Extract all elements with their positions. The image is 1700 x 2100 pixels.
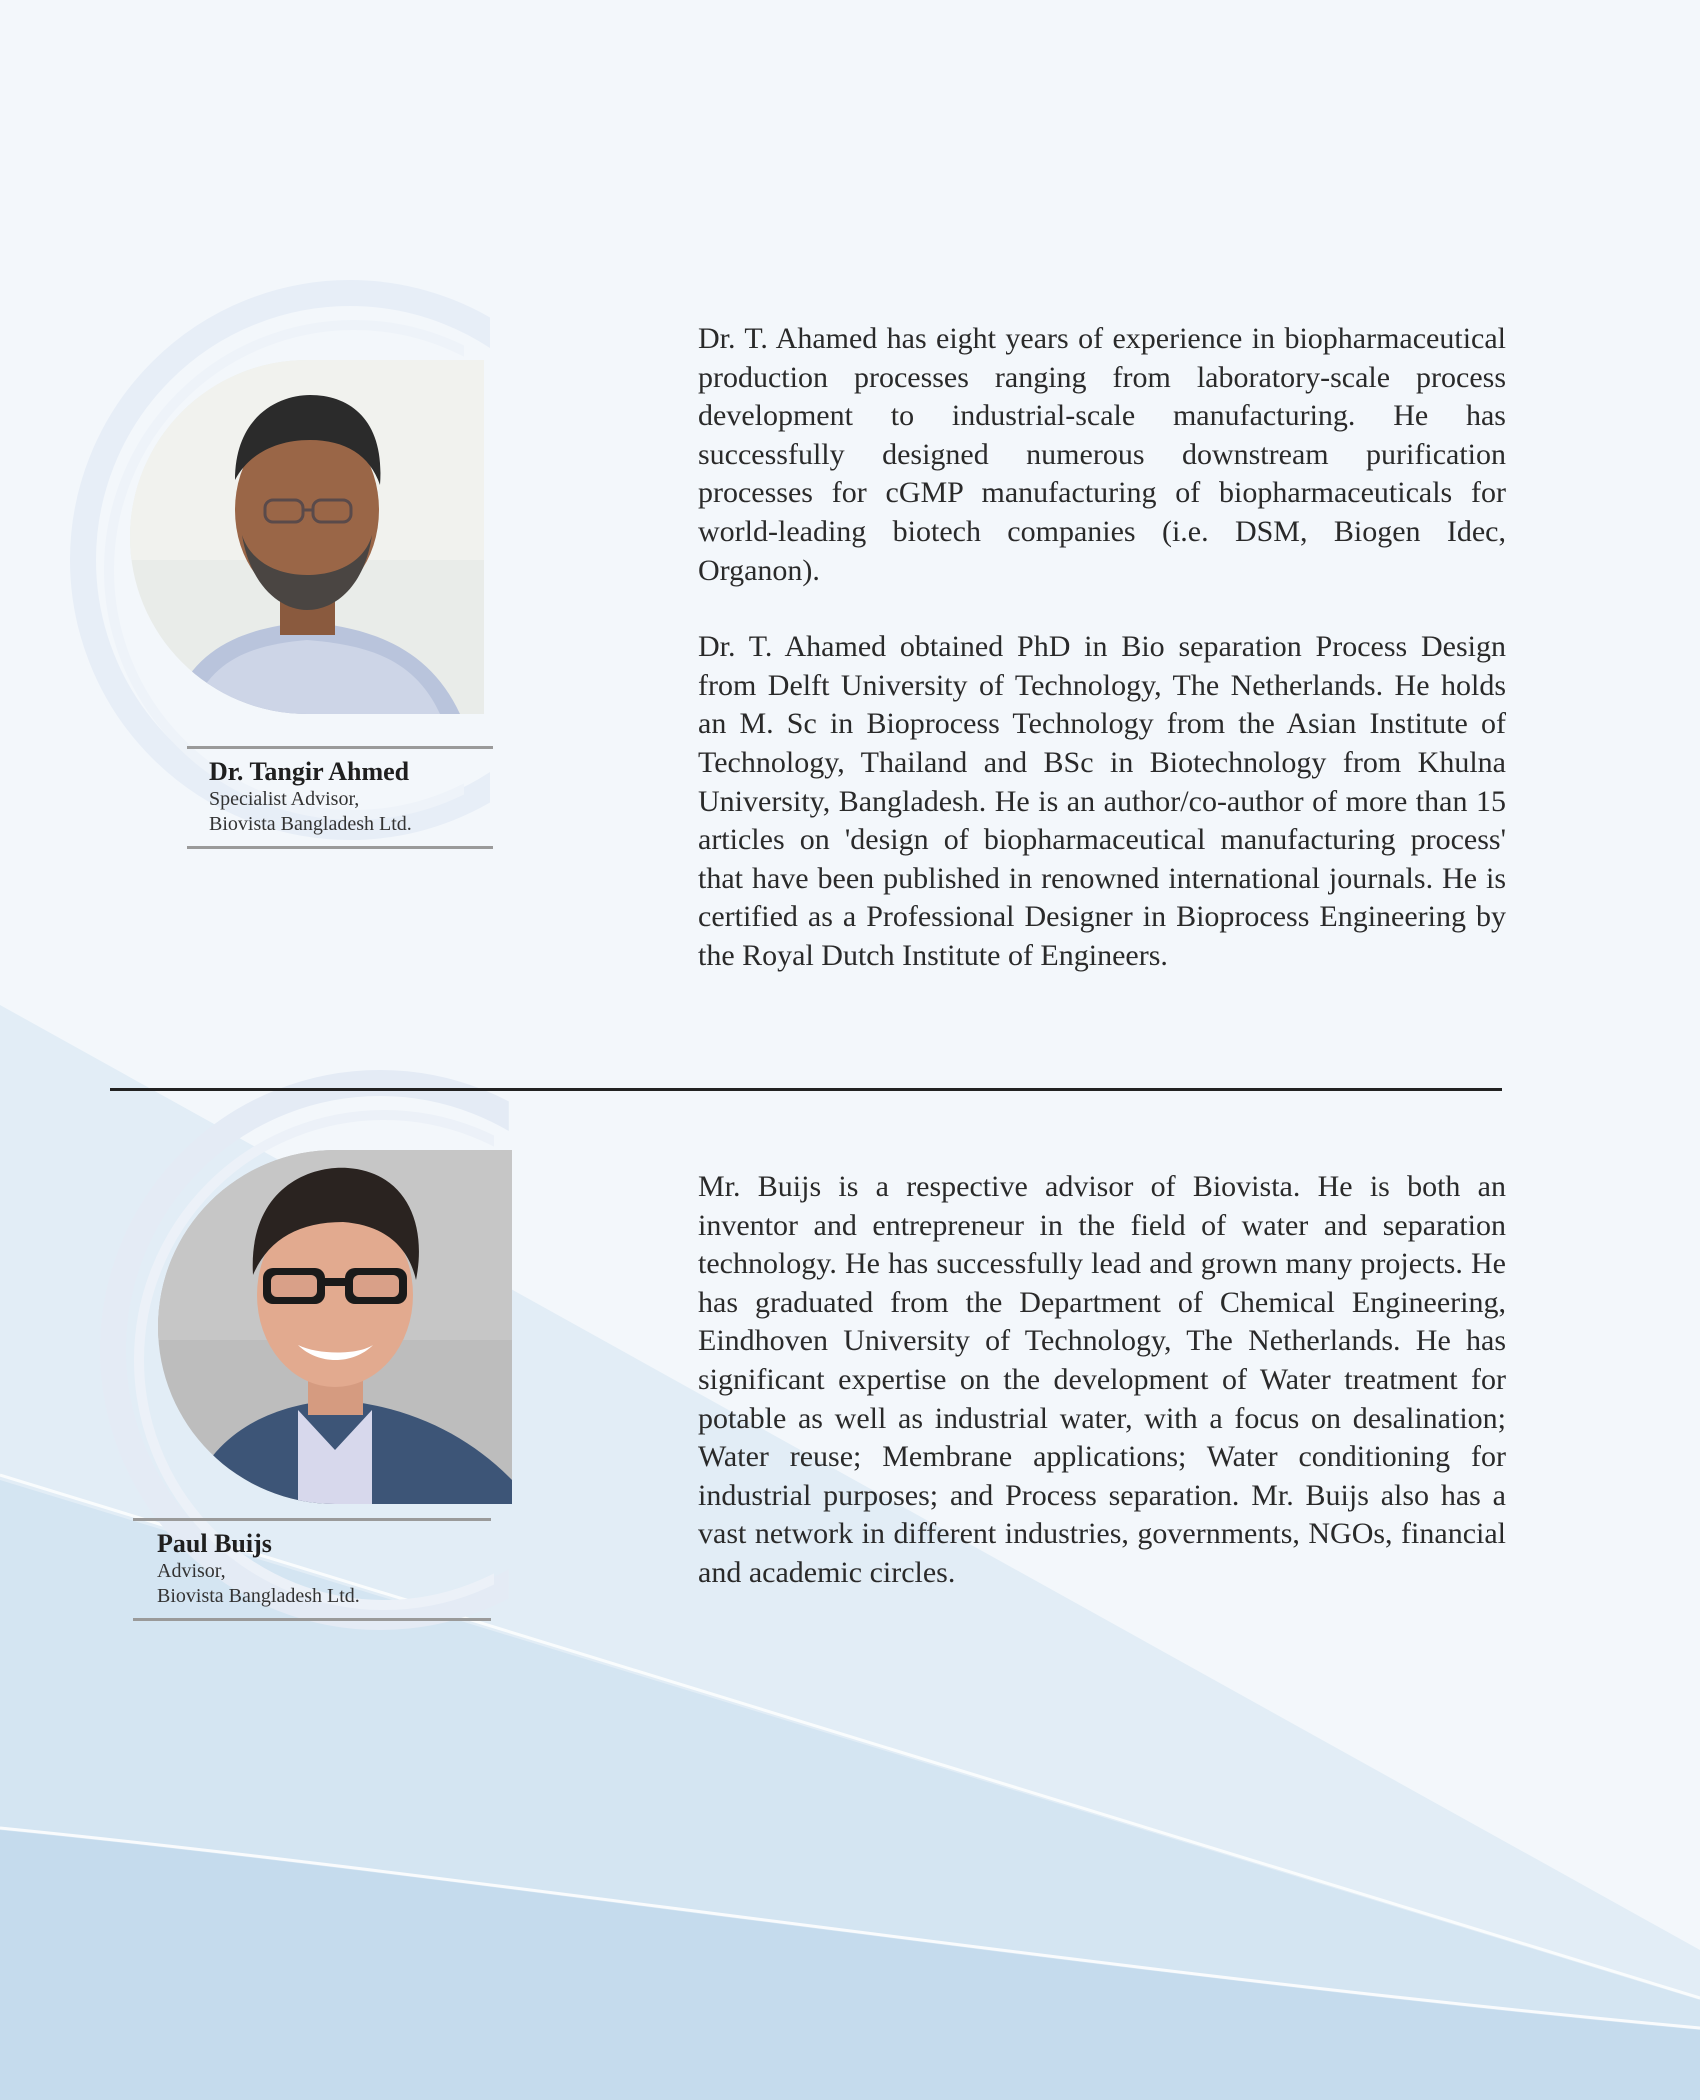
profile-name: Dr. Tangir Ahmed [209,757,410,786]
section-divider [110,1088,1502,1091]
bio-paragraph: Dr. T. Ahamed has eight years of experience in biopharmaceutical production processes ranging from laboratory-scale process development to industrial-scale manufacturing. He has successfully designed numerous downstream purification processes for cGMP manufacturing of biopharmaceuticals for world-leading biotech companies (i.e. DSM, Biogen Idec, Organon). [698,322,1506,587]
bio-paragraph: Dr. T. Ahamed obtained PhD in Bio separation Process Design from Delft University of Technology, The Netherlands. He holds an M. Sc in Bioprocess Technology from the Asian Institute of Technology, Thailand and BSc in Biotechnology from Khulna University, Bangladesh. He is an author/co-author of more than 15 articles on 'design of biopharmaceutical manufacturing process' that have been published in renowned international journals. He is certified as a Professional Designer in Bioprocess Engineering by the Royal Dutch Institute of Engineers. [698,630,1506,972]
profile-company: Biovista Bangladesh Ltd. [209,813,412,835]
profile-caption [187,746,493,849]
portrait-frame [100,1070,520,1510]
profile-bio-paul-buijs [698,1168,1506,1593]
profile-caption [133,1518,491,1621]
profile-role: Specialist Advisor, [209,788,360,810]
profile-role: Advisor, [157,1560,226,1582]
bio-paragraph: Mr. Buijs is a respective advisor of Biovista. He is both an inventor and entrepreneur in the field of water and separation technology. He has successfully lead and grown many projects. He has graduated from the Department of Chemical Engineering, Eindhoven University of Technology, The Netherlands. He has significant expertise on the development of Water treatment for potable as well as industrial water, with a focus on desalination; Water reuse; Membrane applications; Water conditioning for industrial purposes; and Process separation. Mr. Buijs also has a vast network in different industries, governments, NGOs, financial and academic circles. [698,1170,1506,1589]
profile-bio-tangir-ahmed [698,320,1506,976]
portrait-frame [70,280,490,720]
profile-name: Paul Buijs [157,1529,272,1558]
profile-company: Biovista Bangladesh Ltd. [157,1585,360,1607]
portrait-photo [130,360,484,714]
portrait-photo [158,1150,512,1504]
